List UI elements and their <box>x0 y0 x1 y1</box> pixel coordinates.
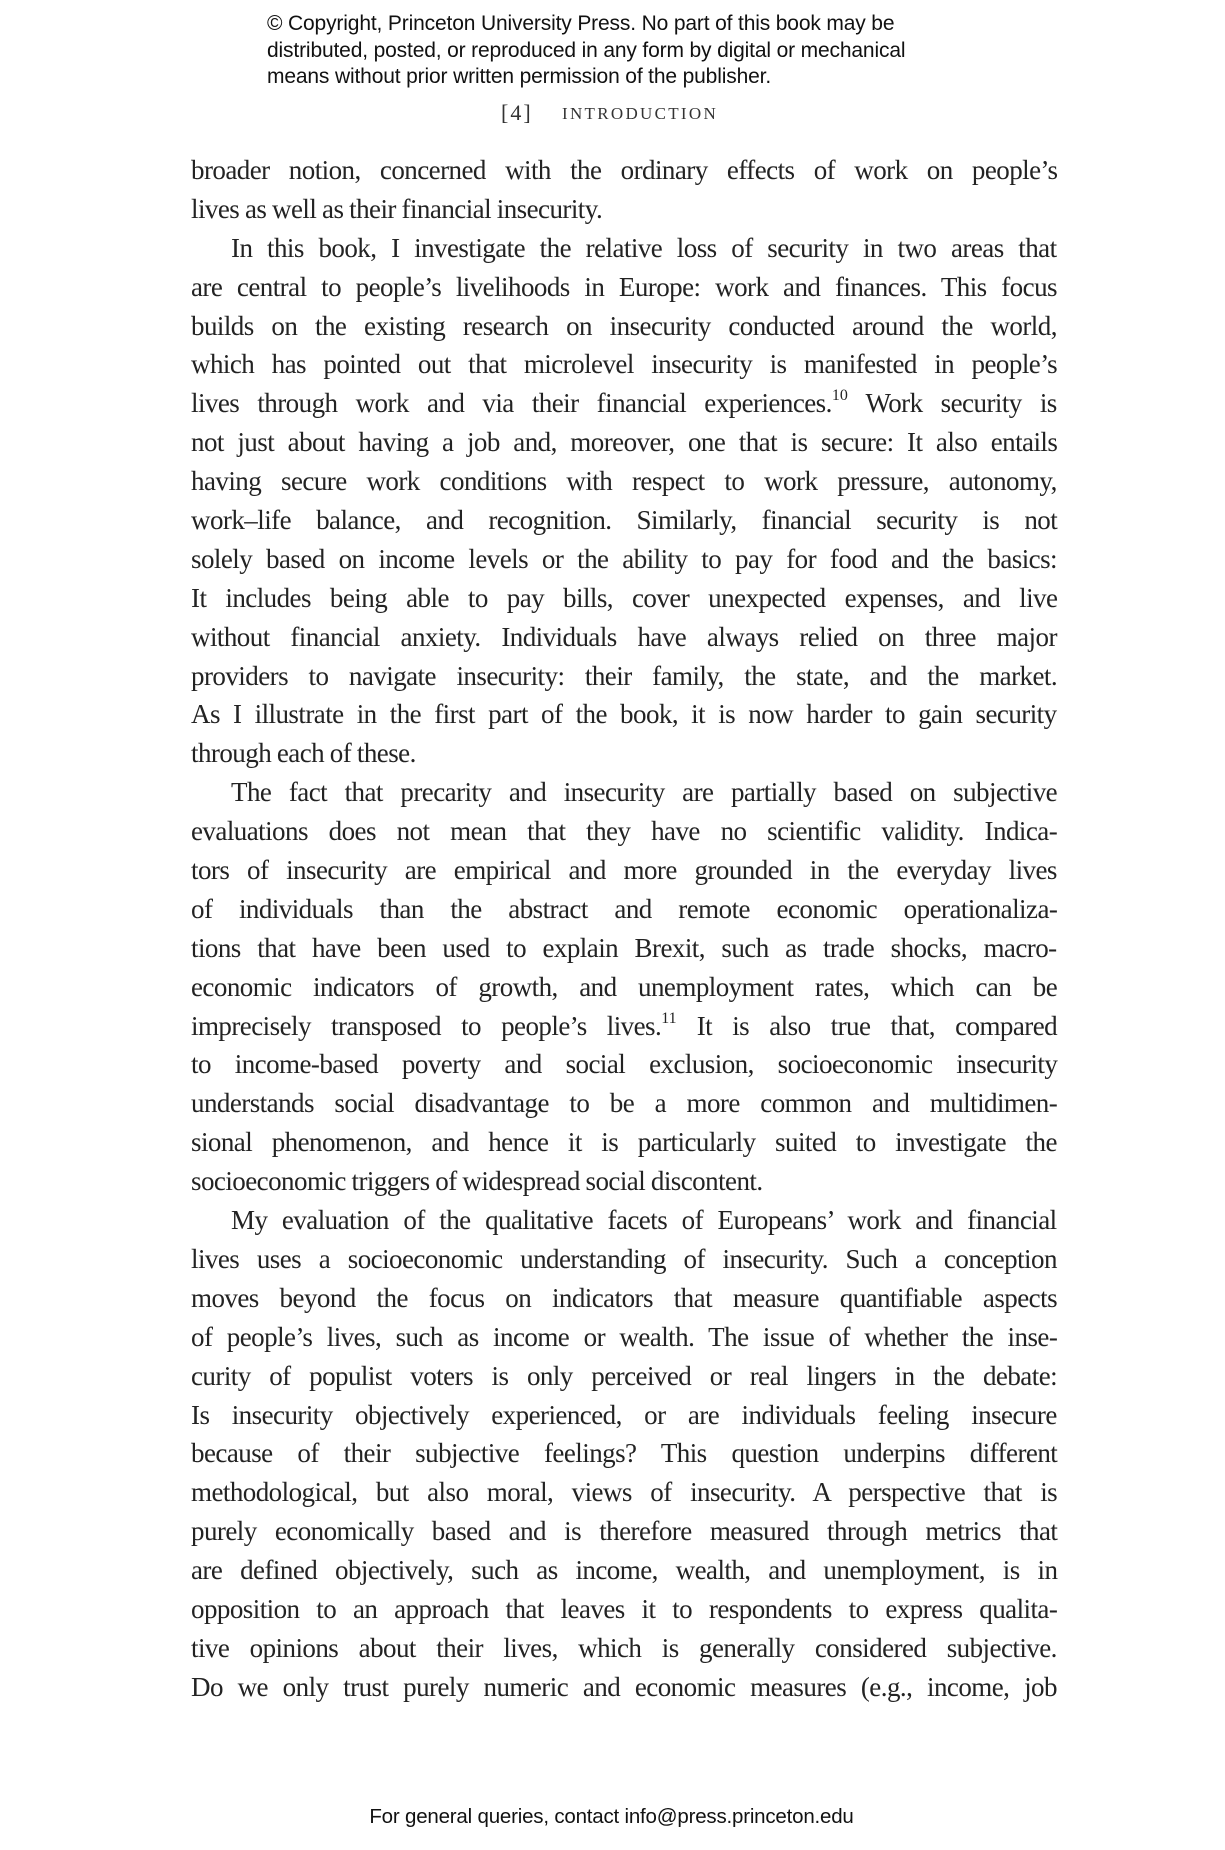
line-text: As I illustrate in the first part of the book, it is now harder to gain security <box>191 699 1057 730</box>
page-number: [4] <box>501 100 533 125</box>
line-text: lives as well as their financial insecurity. <box>191 193 603 224</box>
running-head <box>0 100 1225 128</box>
line-text: socioeconomic triggers of widespread social discontent. <box>191 1166 763 1197</box>
copyright-notice <box>267 11 987 91</box>
text-line <box>191 1590 1057 1629</box>
line-text: not just about having a job and, moreover, one that is secure: It also entails <box>191 427 1058 458</box>
text-line <box>191 1279 1057 1318</box>
line-text: curity of populist voters is only perceived or real lingers in the debate: <box>191 1360 1058 1391</box>
line-text: evaluations does not mean that they have no scientific validity. Indica- <box>191 816 1058 847</box>
line-text: because of their subjective feelings? This question underpins different <box>191 1438 1058 1469</box>
line-text: through each of these. <box>191 738 416 769</box>
text-line <box>191 657 1057 696</box>
text-line <box>191 1357 1057 1396</box>
line-text: It is also true that, compared <box>676 1010 1058 1041</box>
text-line <box>191 890 1057 929</box>
text-line <box>191 968 1057 1007</box>
text-line <box>191 1629 1057 1668</box>
line-text: to income-based poverty and social exclusion, socioeconomic insecurity <box>191 1049 1058 1080</box>
text-line <box>191 1396 1057 1435</box>
line-text: lives uses a socioeconomic understanding of insecurity. Such a conception <box>191 1243 1057 1274</box>
line-text: providers to navigate insecurity: their family, the state, and the market. <box>191 660 1058 691</box>
line-text: tors of insecurity are empirical and more grounded in the everyday lives <box>191 855 1057 886</box>
text-line <box>191 501 1057 540</box>
text-line <box>191 1007 1057 1046</box>
copyright-line: © Copyright, Princeton University Press. No part of this book may be <box>267 12 895 35</box>
section-title: INTRODUCTION <box>562 104 719 123</box>
text-line <box>191 307 1057 346</box>
line-text: sional phenomenon, and hence it is particularly suited to investigate the <box>191 1127 1057 1158</box>
body-text <box>191 151 1057 1707</box>
line-text: are defined objectively, such as income, wealth, and unemployment, is in <box>191 1555 1058 1586</box>
line-text: understands social disadvantage to be a more common and multidimen- <box>191 1088 1058 1119</box>
text-line <box>191 1045 1057 1084</box>
line-text: Do we only trust purely numeric and economic measures (e.g., income, job <box>191 1671 1057 1702</box>
text-line <box>191 151 1057 190</box>
text-line <box>191 268 1057 307</box>
text-line <box>191 1512 1057 1551</box>
footer-contact-text: For general queries, contact info@press.princeton.edu <box>369 1805 854 1828</box>
line-text: lives through work and via their financial experiences. <box>191 388 832 419</box>
text-line <box>191 929 1057 968</box>
text-line <box>191 1240 1057 1279</box>
copyright-line: distributed, posted, or reproduced in any form by digital or mechanical <box>267 38 906 62</box>
text-line <box>191 851 1057 890</box>
line-text: which has pointed out that microlevel insecurity is manifested in people’s <box>191 349 1058 380</box>
text-line <box>191 618 1057 657</box>
line-text: work–life balance, and recognition. Similarly, financial security is not <box>191 505 1058 536</box>
line-text: Work security is <box>847 388 1057 419</box>
line-text: without financial anxiety. Individuals have always relied on three major <box>191 621 1057 652</box>
footnote-reference[interactable]: 10 <box>831 387 848 405</box>
line-text: In this book, I investigate the relative loss of security in two areas that <box>231 232 1057 263</box>
text-line <box>191 1434 1057 1473</box>
line-text: tive opinions about their lives, which is generally considered subjective. <box>191 1632 1057 1663</box>
line-text: tions that have been used to explain Brexit, such as trade shocks, macro- <box>191 932 1057 963</box>
line-text: having secure work conditions with respect to work pressure, autonomy, <box>191 466 1057 497</box>
text-line <box>191 1551 1057 1590</box>
line-text: My evaluation of the qualitative facets of Europeans’ work and financial <box>231 1205 1057 1236</box>
text-line <box>191 1473 1057 1512</box>
text-line <box>191 540 1057 579</box>
line-text: The fact that precarity and insecurity are partially based on subjective <box>231 777 1058 808</box>
line-text: opposition to an approach that leaves it to respondents to express qualita- <box>191 1593 1058 1624</box>
line-text: broader notion, concerned with the ordinary effects of work on people’s <box>191 155 1058 185</box>
line-text: of individuals than the abstract and remote economic operationaliza- <box>191 893 1058 924</box>
text-line <box>191 462 1057 501</box>
text-line <box>191 1201 1057 1240</box>
line-text: are central to people’s livelihoods in Europe: work and finances. This focus <box>191 271 1057 302</box>
text-line <box>191 773 1057 812</box>
text-line <box>191 1318 1057 1357</box>
text-line <box>191 579 1057 618</box>
text-line <box>191 812 1057 851</box>
text-line <box>191 1084 1057 1123</box>
line-text: of people’s lives, such as income or wealth. The issue of whether the inse- <box>191 1321 1058 1352</box>
footnote-reference[interactable]: 11 <box>661 1009 677 1027</box>
line-text: imprecisely transposed to people’s lives. <box>191 1010 662 1041</box>
line-text: solely based on income levels or the ability to pay for food and the basics: <box>191 543 1057 574</box>
text-line <box>191 190 1057 229</box>
line-text: methodological, but also moral, views of insecurity. A perspective that is <box>191 1477 1058 1508</box>
text-line <box>191 734 1057 773</box>
line-text: economic indicators of growth, and unemployment rates, which can be <box>191 971 1058 1002</box>
text-line <box>191 695 1057 734</box>
line-text: moves beyond the focus on indicators that measure quantifiable aspects <box>191 1282 1058 1313</box>
text-line <box>191 1123 1057 1162</box>
text-line <box>191 384 1057 423</box>
line-text: It includes being able to pay bills, cover unexpected expenses, and live <box>191 582 1058 613</box>
text-line <box>191 1162 1057 1201</box>
line-text: purely economically based and is therefore measured through metrics that <box>191 1516 1058 1547</box>
text-line <box>191 423 1057 462</box>
copyright-line: means without prior written permission of the publisher. <box>267 65 772 88</box>
text-line <box>191 1668 1057 1707</box>
line-text: Is insecurity objectively experienced, or are individuals feeling insecure <box>191 1399 1057 1430</box>
text-line <box>191 229 1057 268</box>
line-text: builds on the existing research on insecurity conducted around the world, <box>191 310 1057 341</box>
text-line <box>191 345 1057 384</box>
footer <box>0 1805 1225 1829</box>
